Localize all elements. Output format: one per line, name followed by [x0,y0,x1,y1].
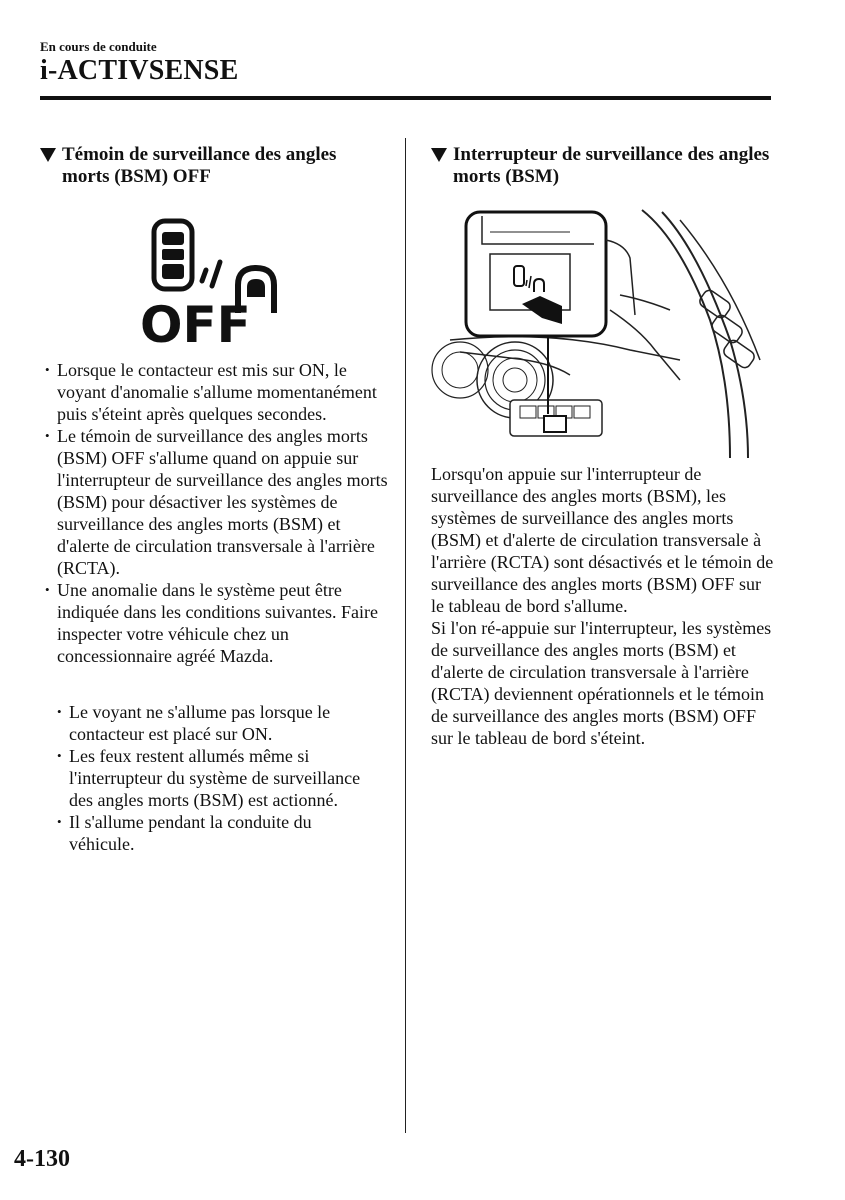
bsm-switch-location-illustration [430,200,775,458]
list-item: • Lorsque le contacteur est mis sur ON, le voyant d'anomalie s'allume momentanément puis s'éteint après quelques secondes. [44,359,389,425]
left-sub-bullet-list [56,701,376,855]
header-rule [40,96,771,100]
list-item: • Le témoin de surveillance des angles morts (BSM) OFF s'allume quand on appuie sur l'interrupteur de surveillance des angles morts (BSM) pour désactiver les systèmes de surveillance des angles morts (BSM) et d'alerte de circulation transversale à l'arrière (RCTA). [44,425,389,579]
list-item: • Les feux restent allumés même si l'interrupteur du système de surveillance des angles morts (BSM) est actionné. [56,745,376,811]
paragraph: Lorsqu'on appuie sur l'interrupteur de surveillance des angles morts (BSM), les systèmes de surveillance des angles morts (BSM) et d'alerte de circulation transversale à l'arrière (RCTA) sont désactivés et le témoin de surveillance des angles morts (BSM) OFF sur le tableau de bord s'allume. [431,464,774,616]
left-heading-text: Témoin de surveillance des angles morts (BSM) OFF [62,144,337,187]
section-label: En cours de conduite [40,39,157,54]
paragraph: Si l'on ré-appuie sur l'interrupteur, les systèmes de surveillance des angles morts (BSM) et d'alerte de circulation transversale à l'arrière (RCTA) deviennent opérationnels et le témoin de surveillance des angles morts (BSM) OFF sur le tableau de bord s'éteint. [431,618,772,748]
left-bullet-list [44,359,389,667]
list-item: • Il s'allume pendant la conduite du véhicule. [56,811,376,855]
page-number: 4-130 [14,1146,70,1172]
column-divider [405,138,406,1133]
right-text-block [431,463,776,749]
right-heading [431,144,771,188]
right-heading-text: Interrupteur de surveillance des angles morts (BSM) [453,144,770,187]
triangle-marker-icon [40,148,56,162]
list-item: • Le voyant ne s'allume pas lorsque le contacteur est placé sur ON. [56,701,376,745]
triangle-marker-icon [431,148,447,162]
page-title: i-ACTIVSENSE [40,55,239,86]
off-label: OFF [140,296,251,345]
bsm-off-indicator-icon [130,215,290,345]
left-heading [40,144,385,188]
list-item: • Une anomalie dans le système peut être indiquée dans les conditions suivantes. Faire inspecter votre véhicule chez un concessionnaire agréé Mazda. [44,579,389,667]
